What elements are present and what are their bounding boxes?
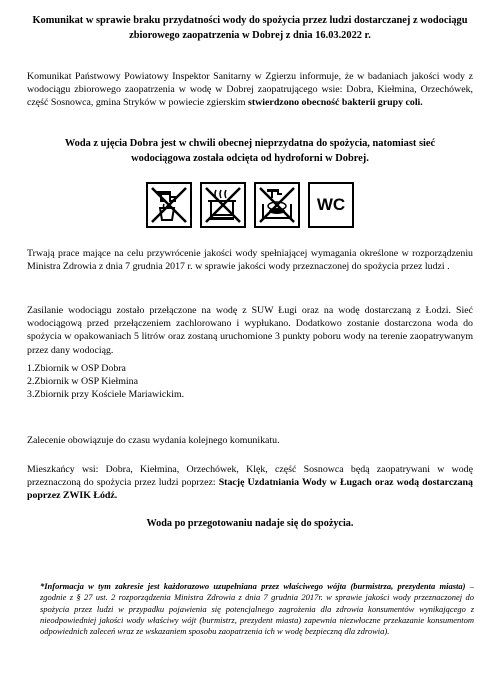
boiled-water-note: Woda po przegotowaniu nadaje się do spożycia. [146,518,354,529]
water-points-list [27,362,473,402]
list-item: 1.Zbiornik w OSP Dobra [27,363,126,374]
residents-paragraph [27,463,473,503]
wc-icon: WC [308,182,354,228]
footnote-head: *Informacja w tym zakresie jest każdorazowo uzupełniana przez właściwego wójta (burmistrza, prezydenta miasta) [40,581,466,591]
warning-statement: Woda z ujęcia Dobra jest w chwili obecnej nieprzydatna do spożycia, natomiast sieć wodociągowa została odcięta od hydroforni w Dobrej. [64,138,436,164]
validity-note: Zalecenie obowiązuje do czasu wydania kolejnego komunikatu. [27,435,280,446]
list-item: 2.Zbiornik w OSP Kiełmina [27,376,138,388]
no-cooking-icon [200,182,246,228]
no-washing-dishes-icon [254,182,300,228]
residents-supply-source: Stację Uzdatniania Wody w Ługach oraz wodą dostarczaną poprzez ZWIK Łódź. [27,477,473,502]
footnote [40,581,474,637]
supply-switch-paragraph: Zasilanie wodociągu zostało przełączone na wodę z SUW Ługi oraz na wodę dostarczaną z Łodzi. Sieć wodociągową przed przełączeniem zachlorowano i wypłukano. Dodatkowo zostanie dostarczona woda do spożycia w opakowaniach 5 litrów oraz zostaną uruchomione 3 punkty poboru wody na terenie zaopatrywanym przez dany wodociąg. [27,305,473,356]
document-title: Komunikat w sprawie braku przydatności wody do spożycia przez ludzi dostarczanej z wodociągu zbiorowego zaopatrzenia w Dobrej z dnia 16.03.2022 r. [32,15,468,41]
intro-finding: stwierdzono obecność bakterii grupy coli. [248,97,423,109]
intro-text: Komunikat Państwowy Powiatowy Inspektor Sanitarny w Zgierzu informuje, że w badaniach jakości wody z wodociągu zbiorowego zaopatrzenia w wodę w Dobrej zaopatrującego wsie: Dobra, Kiełmina, Orzechówek, część Sosnowca, gmina Stryków w powiecie zgierskim [27,71,473,109]
footnote-body: – zgodnie z § 27 ust. 2 rozporządzenia Ministra Zdrowia z dnia 7 grudnia 2017r. w sprawie jakości wody przeznaczonej do spożycia przez ludzi w przypadku pojawienia się potencjalnego zagrożenia dla zdrowia konsumentów wynikającego z nieodpowiedniej jakości wody właściwy wójt (burmistrz, prezydent miasta) zapewnia niezwłoczne przekazanie konsumentom odpowiednich zaleceń wraz ze wskazaniem sposobu zaopatrzenia ich w wodę bezpieczną dla zdrowia). [40,581,475,637]
list-item: 3.Zbiornik przy Kościele Mariawickim. [27,389,185,401]
intro-paragraph [27,70,473,110]
residents-text: Mieszkańcy wsi: Dobra, Kiełmina, Orzechówek, Klęk, część Sosnowca będą zaopatrywani w wodę przeznaczoną do spożycia przez ludzi poprzez: [27,464,473,489]
work-paragraph: Trwają prace mające na celu przywrócenie jakości wody spełniającej wymagania określone w rozporządzeniu Ministra Zdrowia z dnia 7 grudnia 2017 r. w sprawie jakości wody przeznaczonej do spożycia przez ludzi . [27,248,473,273]
no-drinking-icon [146,182,192,228]
pictogram-row [146,182,356,234]
